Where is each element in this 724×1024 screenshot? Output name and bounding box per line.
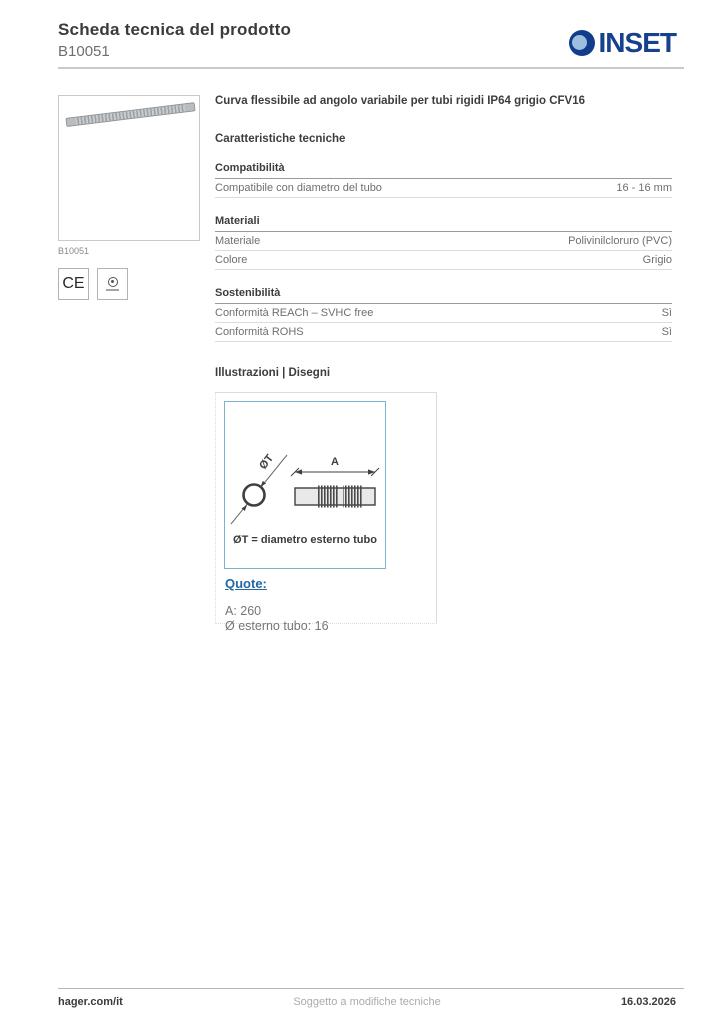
brand-logo — [569, 27, 676, 59]
technical-drawing-svg — [225, 402, 385, 568]
section-compatibility: Compatibilità — [215, 162, 672, 179]
tube-cross-section — [244, 485, 265, 506]
product-image — [58, 95, 200, 241]
row-label: Colore — [215, 254, 248, 266]
product-image-caption: B10051 — [58, 246, 90, 256]
page-title: Scheda tecnica del prodotto — [58, 20, 292, 39]
table-row — [215, 251, 672, 270]
product-title: Curva flessibile ad angolo variabile per tubi rigidi IP64 grigio CFV16 — [215, 95, 586, 107]
header — [58, 20, 291, 60]
length-dim-label: A — [331, 456, 339, 468]
row-label: Conformità ROHS — [215, 326, 304, 338]
footer-divider — [58, 988, 684, 989]
row-label: Materiale — [215, 235, 261, 247]
row-value: Sì — [661, 307, 672, 319]
header-divider — [58, 67, 684, 69]
row-label: Conformità REACh – SVHC free — [215, 307, 374, 319]
left-column — [58, 95, 203, 300]
quality-mark-icon — [108, 277, 118, 287]
row-value: Polivinilcloruro (PVC) — [568, 235, 672, 247]
footer-website-link[interactable]: hager.com/it — [58, 996, 123, 1008]
footer-date: 16.03.2026 — [620, 996, 676, 1008]
drawing-legend: ØT = diametro esterno tubo — [233, 534, 377, 546]
table-row — [215, 304, 672, 323]
illustration-container — [215, 392, 437, 633]
row-label: Compatibile con diametro del tubo — [215, 182, 382, 194]
table-row — [215, 179, 672, 198]
ce-mark-icon: CE — [62, 275, 85, 292]
row-value: Grigio — [642, 254, 672, 266]
flexible-tube-image — [65, 102, 195, 127]
quote-a: A: 260 — [225, 604, 262, 618]
row-value: 16 - 16 mm — [616, 182, 672, 194]
certification-badges — [58, 268, 203, 300]
illustrations-heading: Illustrazioni | Disegni — [215, 367, 331, 379]
product-code: B10051 — [58, 43, 110, 60]
diameter-dim-label: ØT — [257, 452, 277, 472]
table-row — [215, 323, 672, 342]
quality-mark-badge — [97, 268, 128, 300]
ce-mark-badge — [58, 268, 89, 300]
characteristics-heading: Caratteristiche tecniche — [215, 133, 346, 145]
quote-diameter: Ø esterno tubo: 16 — [225, 619, 329, 633]
row-value: Sì — [661, 326, 672, 338]
section-sustainability: Sostenibilità — [215, 287, 672, 304]
brand-logo-icon — [569, 30, 595, 56]
section-materials: Materiali — [215, 215, 672, 232]
brand-logo-text: INSET — [598, 27, 676, 58]
quote-block — [216, 569, 436, 634]
technical-drawing — [224, 401, 386, 569]
right-column — [215, 95, 672, 633]
table-row — [215, 232, 672, 251]
footer-disclaimer: Soggetto a modifiche tecniche — [293, 996, 441, 1008]
quote-heading: Quote: — [225, 576, 267, 591]
footer — [58, 996, 676, 1008]
